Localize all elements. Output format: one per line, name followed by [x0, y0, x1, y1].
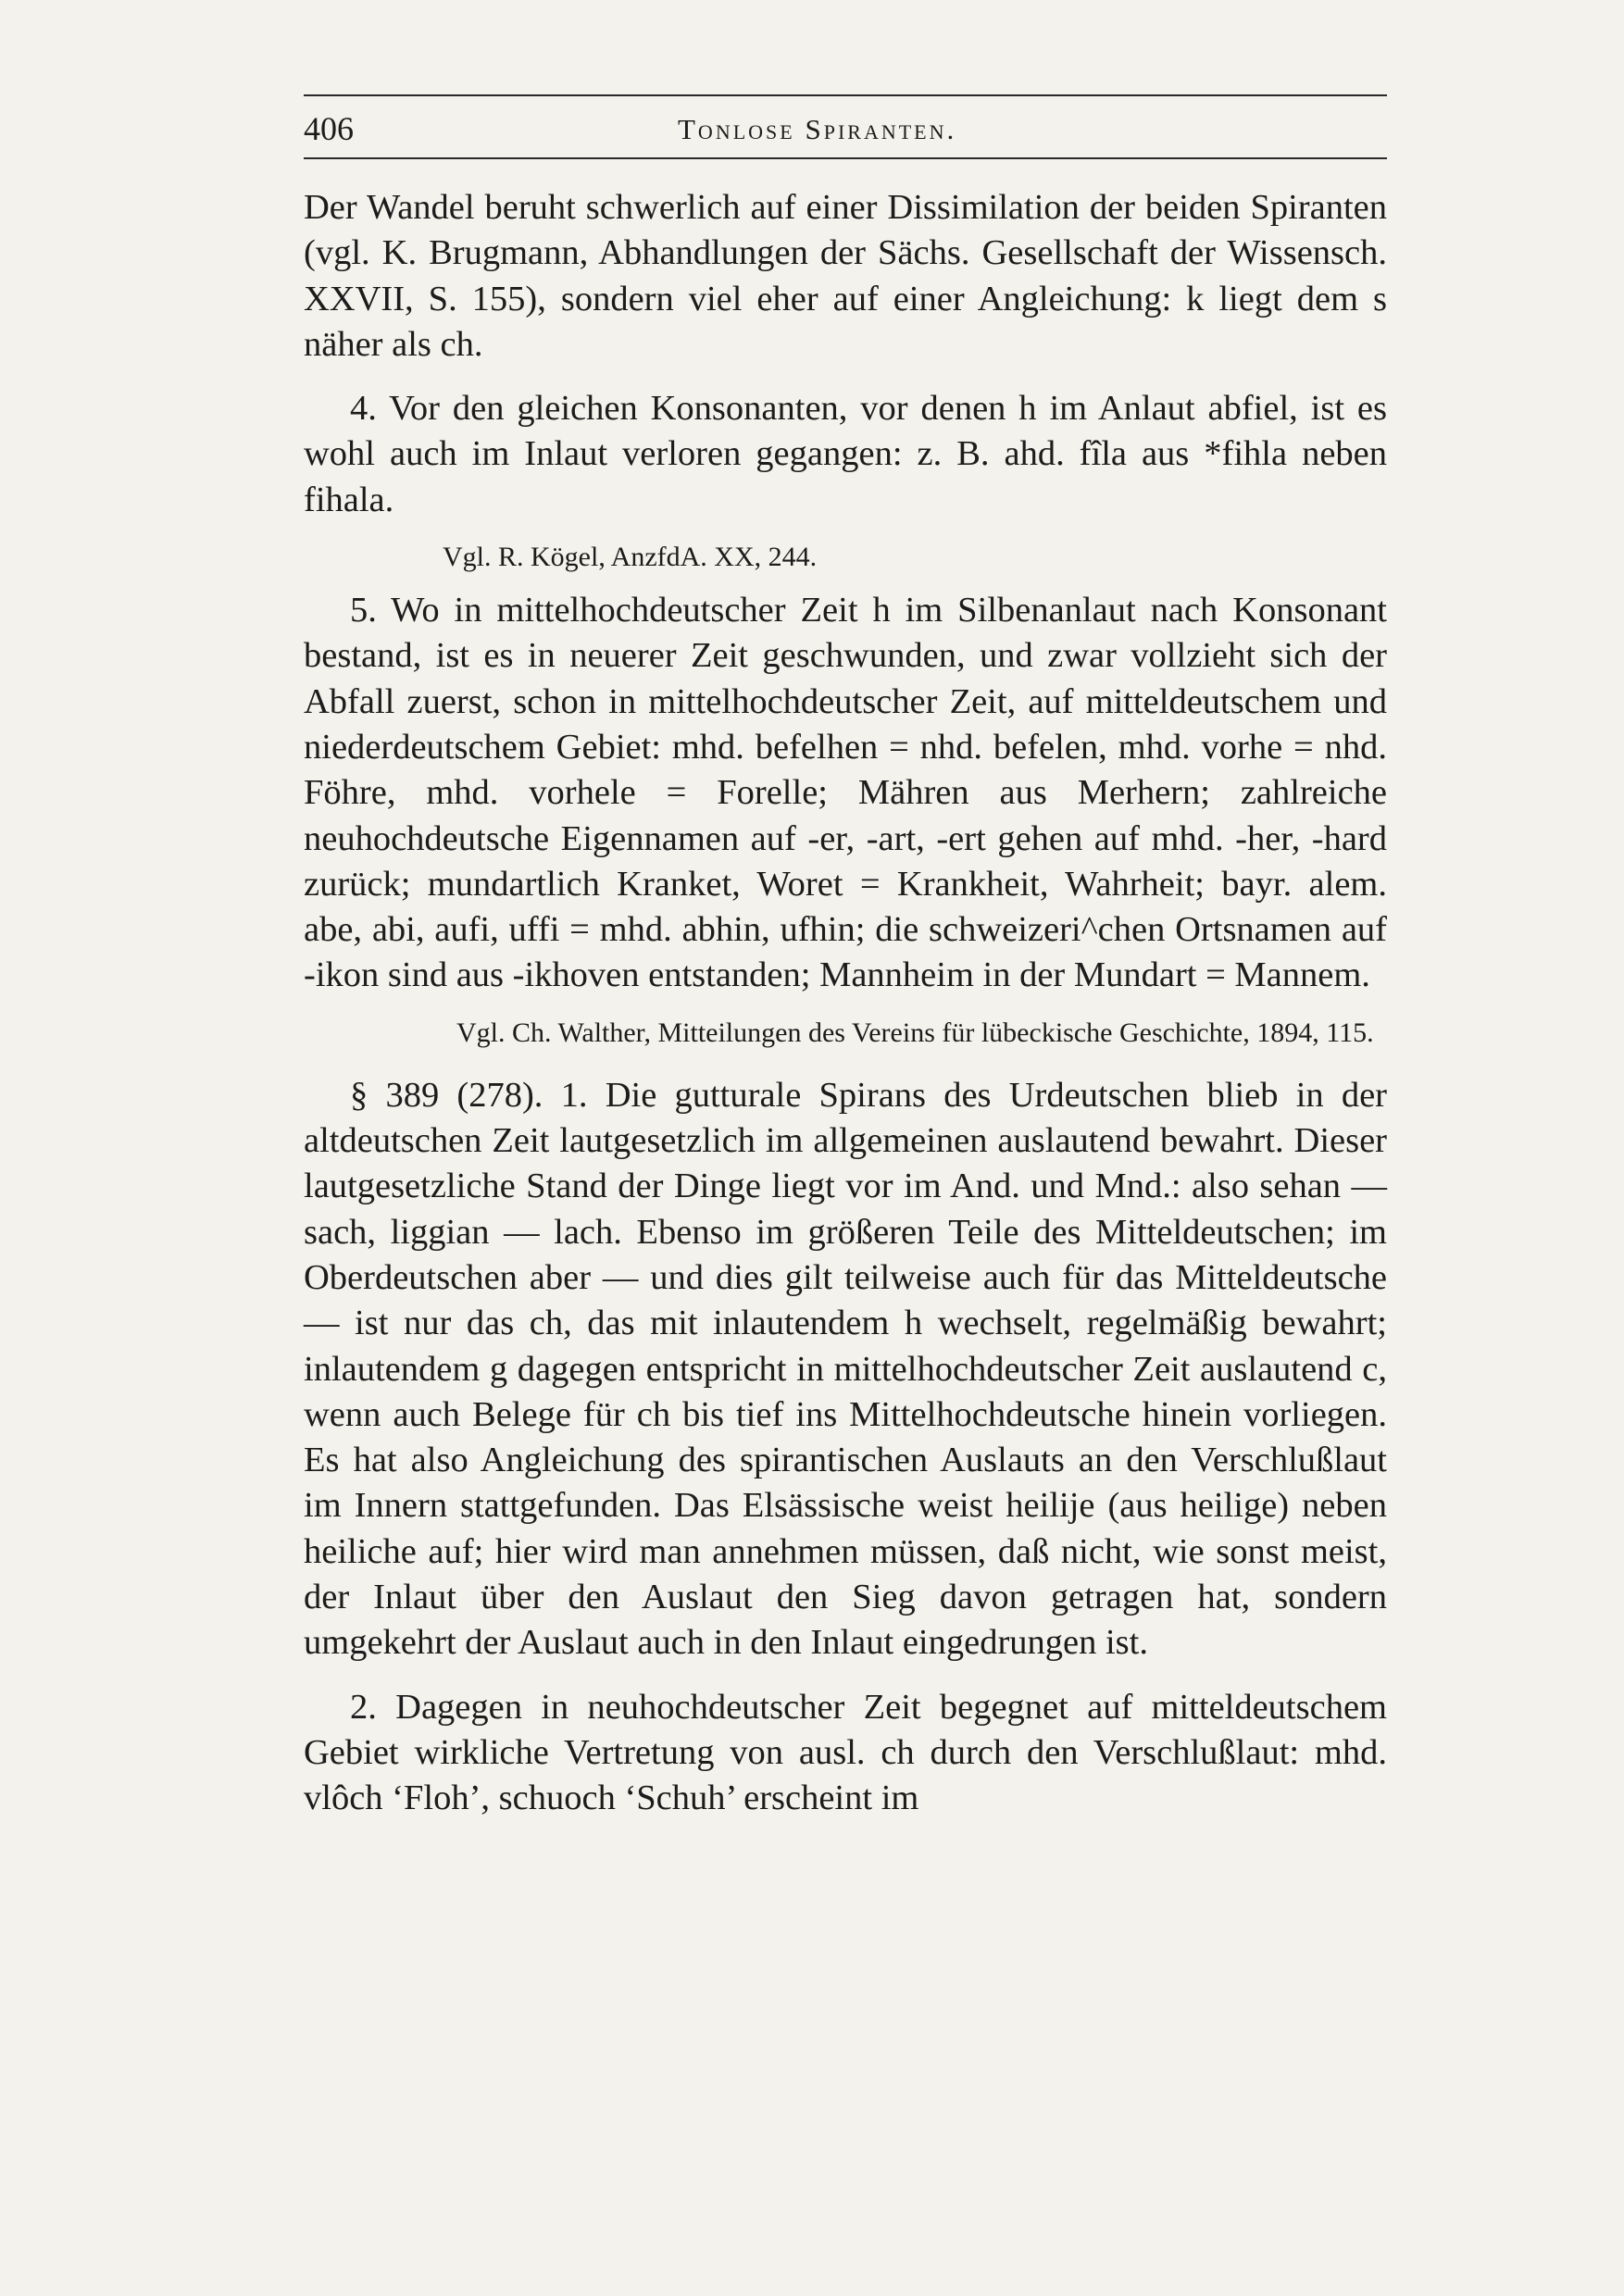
page-number: 406 — [304, 110, 354, 147]
header-rule-top — [304, 94, 1387, 96]
paragraph-5: 2. Dagegen in neuhochdeutscher Zeit begegnet auf mitteldeutschem Gebiet wirkliche Vertretung von ausl. ch durch den Verschlußlaut: mhd. vlôch ‘Floh’, schuoch ‘Schuh’ erscheint im — [304, 1687, 1387, 1818]
page-header — [304, 89, 1387, 163]
reference-note-1: Vgl. R. Kögel, AnzfdA. XX, 244. — [443, 542, 818, 573]
paragraph-4-section-389: § 389 (278). 1. Die gutturale Spirans des Urdeutschen blieb in der altdeutschen Zeit lautgesetzlich im allgemeinen auslautend bewahrt. Dieser lautgesetzliche Stand der Dinge liegt vor im And. und Mnd.: also sehan — sach, liggian — lach. Ebenso im größeren Teile des Mitteldeutschen; im Oberdeutschen aber — und dies gilt teilweise auch für das Mitteldeutsche — ist nur das ch, das mit inlautendem h wechselt, regelmäßig bewahrt; inlautendem g dagegen entspricht in mittelhochdeutscher Zeit auslautend c, wenn auch Belege für ch bis tief ins Mittelhochdeutsche hinein vorliegen. Es hat also Angleichung des spirantischen Auslauts an den Verschlußlaut im Innern stattgefunden. Das Elsässische weist heilije (aus heilige) neben heiliche auf; hier wird man annehmen müssen, daß nicht, wie sonst meist, der Inlaut über den Auslaut den Sieg davon getragen hat, sondern umgekehrt der Auslaut auch in den Inlaut eingedrungen ist. — [304, 1075, 1387, 1663]
reference-note-2: Vgl. Ch. Walther, Mitteilungen des Vereins für lübeckische Geschichte, 1894, 115. — [456, 1017, 1374, 1048]
header-rule-bottom — [304, 157, 1387, 159]
page-body — [304, 185, 1387, 1822]
paragraph-1: Der Wandel beruht schwerlich auf einer Dissimilation der beiden Spiranten (vgl. K. Brugmann, Abhandlungen der Sächs. Gesellschaft der Wissensch. XXVII, S. 155), sondern viel eher auf einer Angleichung: k liegt dem s näher als ch. — [304, 188, 1387, 364]
running-title: Tonlose Spiranten. — [678, 113, 957, 145]
paragraph-2: 4. Vor den gleichen Konsonanten, vor denen h im Anlaut abfiel, ist es wohl auch im Inlaut verloren gegangen: z. B. ahd. fîla aus *fihla neben fihala. — [304, 389, 1387, 519]
paragraph-3: 5. Wo in mittelhochdeutscher Zeit h im Silbenanlaut nach Konsonant bestand, ist es in neuerer Zeit geschwunden, und zwar vollzieht sich der Abfall zuerst, schon in mittelhochdeutscher Zeit, auf mitteldeutschem und niederdeutschem Gebiet: mhd. befelhen = nhd. befelen, mhd. vorhe = nhd. Föhre, mhd. vorhele = Forelle; Mähren aus Merhern; zahlreiche neuhochdeutsche Eigennamen auf -er, -art, -ert gehen auf mhd. -her, -hard zurück; mundartlich Kranket, Woret = Krankheit, Wahrheit; bayr. alem. abe, abi, aufi, uffi = mhd. abhin, ufhin; die schweizeri^chen Ortsnamen auf -ikon sind aus -ikhoven entstanden; Mannheim in der Mundart = Mannem. — [304, 591, 1387, 995]
